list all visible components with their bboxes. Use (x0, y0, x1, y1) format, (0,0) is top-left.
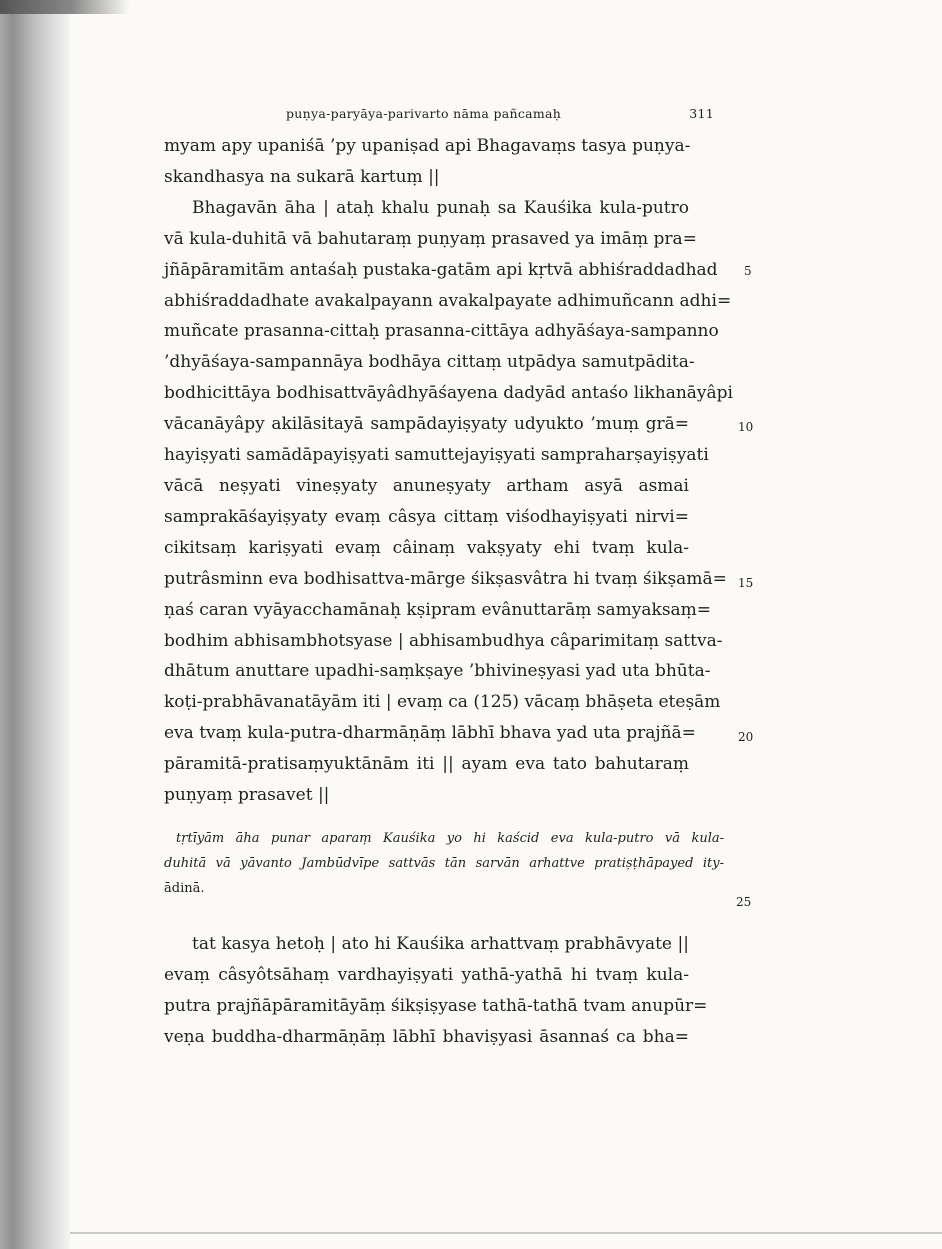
text-line: vā kula-duhitā vā bahutaraṃ puṇyaṃ prasaved ya imāṃ pra= (164, 228, 697, 249)
text-line: ’dhyāśaya-sampannāya bodhāya cittaṃ utpādya samutpādita- (164, 352, 695, 373)
commentary-block (164, 826, 724, 901)
commentary-line: duhitā vā yāvanto Jambūdvīpe sattvās tān sarvān arhattve pratiṣṭhāpayed ity- (164, 856, 724, 871)
text-line: vācā neṣyati vineṣyaty anuneṣyaty artham asyā asmai (164, 475, 689, 496)
line-number: 25 (736, 895, 752, 909)
text-line: skandhasya na sukarā kartuṃ || (164, 166, 440, 187)
text-line: tat kasya hetoḥ | ato hi Kauśika arhattvaṃ prabhāvyate || (192, 934, 689, 954)
line-number: 15 (738, 576, 754, 590)
text-line: koṭi-prabhāvanatāyām iti | evaṃ ca (125) vācaṃ bhāṣeta eteṣām (164, 692, 721, 713)
book-binding-edge (0, 0, 130, 14)
line-number: 10 (738, 420, 754, 434)
text-line: Bhagavān āha | ataḥ khalu punaḥ sa Kauśika kula-putro (192, 197, 689, 218)
text-line: cikitsaṃ kariṣyati evaṃ câinaṃ vakṣyaty ehi tvaṃ kula- (164, 537, 689, 558)
text-line: myam apy upaniśā ’py upaniṣad api Bhagavaṃs tasya puṇya- (164, 136, 691, 156)
page-bottom-edge (70, 1232, 942, 1234)
text-line: bodhim abhisambhotsyase | abhisambudhya câparimitaṃ sattva- (164, 630, 723, 651)
page-number: 311 (689, 106, 714, 121)
book-binding-shadow (0, 0, 70, 1249)
text-line: evaṃ câsyôtsāhaṃ vardhayiṣyati yathā-yathā hi tvaṃ kula- (164, 965, 689, 985)
text-line: puṇyaṃ prasavet || (164, 785, 330, 806)
text-line: ṇaś caran vyāyacchamānaḥ kṣipram evânuttarāṃ samyaksaṃ= (164, 599, 712, 620)
main-text (164, 131, 733, 811)
text-line: muñcate prasanna-cittaḥ prasanna-cittāya adhyāśaya-sampanno (164, 321, 719, 342)
text-line: dhātum anuttare upadhi-saṃkṣaye ’bhivineṣyasi yad uta bhūta- (164, 661, 711, 682)
commentary-line: ādinā. (164, 881, 205, 896)
text-line: eva tvaṃ kula-putra-dharmāṇāṃ lābhī bhava yad uta prajñā= (164, 723, 696, 744)
running-title: puṇya-paryāya-parivarto nāma pañcamaḥ (286, 106, 562, 121)
text-line: veṇa buddha-dharmāṇāṃ lābhī bhaviṣyasi āsannaś ca bha= (164, 1027, 689, 1047)
text-line: vācanāyâpy akilāsitayā sampādayiṣyaty udyukto ’muṃ grā= (164, 414, 689, 435)
continuation-text (164, 929, 708, 1053)
text-line: putra prajñāpāramitāyāṃ śikṣiṣyase tathā-tathā tvam anupūr= (164, 996, 708, 1016)
text-line: abhiśraddadhate avakalpayann avakalpayate adhimuñcann adhi= (164, 290, 732, 311)
text-line: putrâsminn eva bodhisattva-mārge śikṣasvâtra hi tvaṃ śikṣamā= (164, 568, 727, 589)
text-line: jñāpāramitām antaśaḥ pustaka-gatām api kṛtvā abhiśraddadhad (164, 259, 718, 280)
text-line: hayiṣyati samādāpayiṣyati samuttejayiṣyati sampraharṣayiṣyati (164, 445, 709, 466)
text-line: bodhicittāya bodhisattvāyâdhyāśayena dadyād antaśo likhanāyâpi (164, 383, 733, 404)
text-line: pāramitā-pratisaṃyuktānām iti || ayam eva tato bahutaraṃ (164, 754, 689, 775)
page-header (164, 106, 714, 126)
commentary-line: tṛtīyām āha punar aparaṃ Kauśika yo hi kaścid eva kula-putro vā kula- (176, 831, 724, 846)
line-number: 20 (738, 730, 754, 744)
text-line: samprakāśayiṣyaty evaṃ câsya cittaṃ viśodhayiṣyati nirvi= (164, 506, 689, 527)
line-number: 5 (744, 264, 752, 278)
